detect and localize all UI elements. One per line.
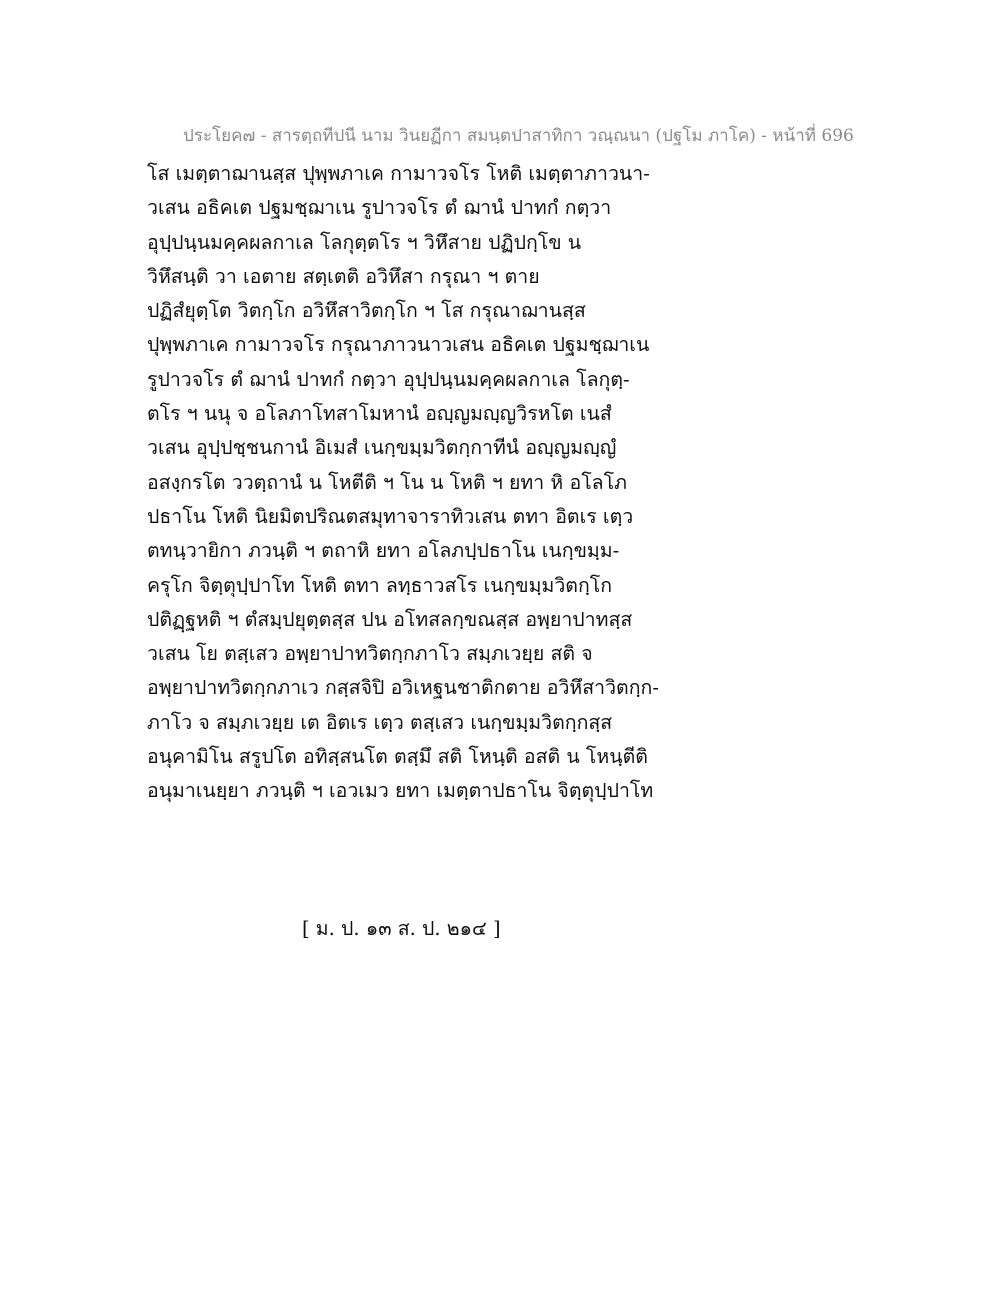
text-line: ปติฏฺฐหติ ฯ ตํสมฺปยุตฺตสฺส ปน อโทสลกฺขณสฺส อพฺยาปาทสฺส — [147, 607, 633, 631]
text-line: วเสน อธิคเต ปฐมชฺฌาเน รูปาวจโร ตํ ฌานํ ปาทกํ กตฺวา — [147, 196, 612, 220]
text-line: ตทนฺวายิกา ภวนฺติ ฯ ตถาหิ ยทา อโลภปฺปธาโน เนกฺขมฺม- — [147, 539, 620, 563]
text-line: ปฏิสํยุตฺโต วิตกฺโก อวิหึสาวิตกฺโก ฯ โส กรุณาฌานสฺส — [147, 299, 586, 323]
text-line: วิหึสนฺติ วา เอตาย สตฺเตติ อวิหึสา กรุณา ฯ ตาย — [147, 264, 540, 288]
page-header: ประโยค๗ - สารตฺถทีปนี นาม วินยฏีกา สมนฺตปาสาทิกา วณฺณนา (ปฐโม ภาโค) - หน้าที่ 696 — [183, 126, 854, 146]
text-line: อพฺยาปาทวิตกฺกภาเว กสฺสจิปิ อวิเหฐนชาติกตาย อวิหึสาวิตกฺก- — [147, 676, 659, 700]
text-line: ภาโว จ สมฺภเวยฺย เต อิตเร เตฺว ตสฺเสว เนกฺขมฺมวิตกฺกสฺส — [147, 710, 613, 734]
text-line: ปุพฺพภาเค กามาวจโร กรุณาภาวนาวเสน อธิคเต ปฐมชฺฌาเน — [147, 333, 650, 357]
text-line: อนุมาเนยฺยา ภวนฺติ ฯ เอวเมว ยทา เมตฺตาปธาโน จิตฺตุปฺปาโท — [147, 779, 654, 803]
text-line: ปธาโน โหติ นิยมิตปริณตสมุทาจาราทิวเสน ตทา อิตเร เตฺว — [147, 504, 634, 528]
text-line: วเสน โย ตสฺเสว อพฺยาปาทวิตกฺกภาโว สมฺภเวยฺย สติ จ — [147, 642, 593, 666]
text-line: รูปาวจโร ตํ ฌานํ ปาทกํ กตฺวา อุปฺปนฺนมคฺคผลกาเล โลกุตฺ- — [147, 367, 630, 391]
text-line: ตโร ฯ นนุ จ อโลภาโทสาโมหานํ อญฺญมญฺญวิรหโต เนสํ — [147, 402, 612, 426]
page-reference: [ ม. ป. ๑๓ ส. ป. ๒๑๔ ] — [302, 917, 501, 940]
text-line: อนุคามิโน สรูปโต อทิสฺสนโต ตสฺมึ สติ โหนฺติ อสติ น โหนฺตีติ — [147, 745, 648, 769]
body-text — [147, 157, 867, 809]
text-line: โส เมตฺตาฌานสฺส ปุพฺพภาเค กามาวจโร โหติ เมตฺตาภาวนา- — [147, 162, 650, 185]
text-line: ครุโก จิตฺตุปฺปาโท โหติ ตทา ลทฺธาวสโร เนกฺขมฺมวิตกฺโก — [147, 573, 613, 597]
text-line: อุปฺปนฺนมคฺคผลกาเล โลกุตฺตโร ฯ วิหึสาย ปฏิปกฺโข น — [147, 230, 582, 254]
text-line: อสงฺกรโต ววตฺถานํ น โหตีติ ฯ โน น โหติ ฯ ยทา หิ อโลโภ — [147, 470, 627, 494]
text-line: วเสน อุปฺปชฺชนกานํ อิเมสํ เนกฺขมฺมวิตกฺกาทีนํ อญฺญมญฺญํ — [147, 436, 617, 460]
